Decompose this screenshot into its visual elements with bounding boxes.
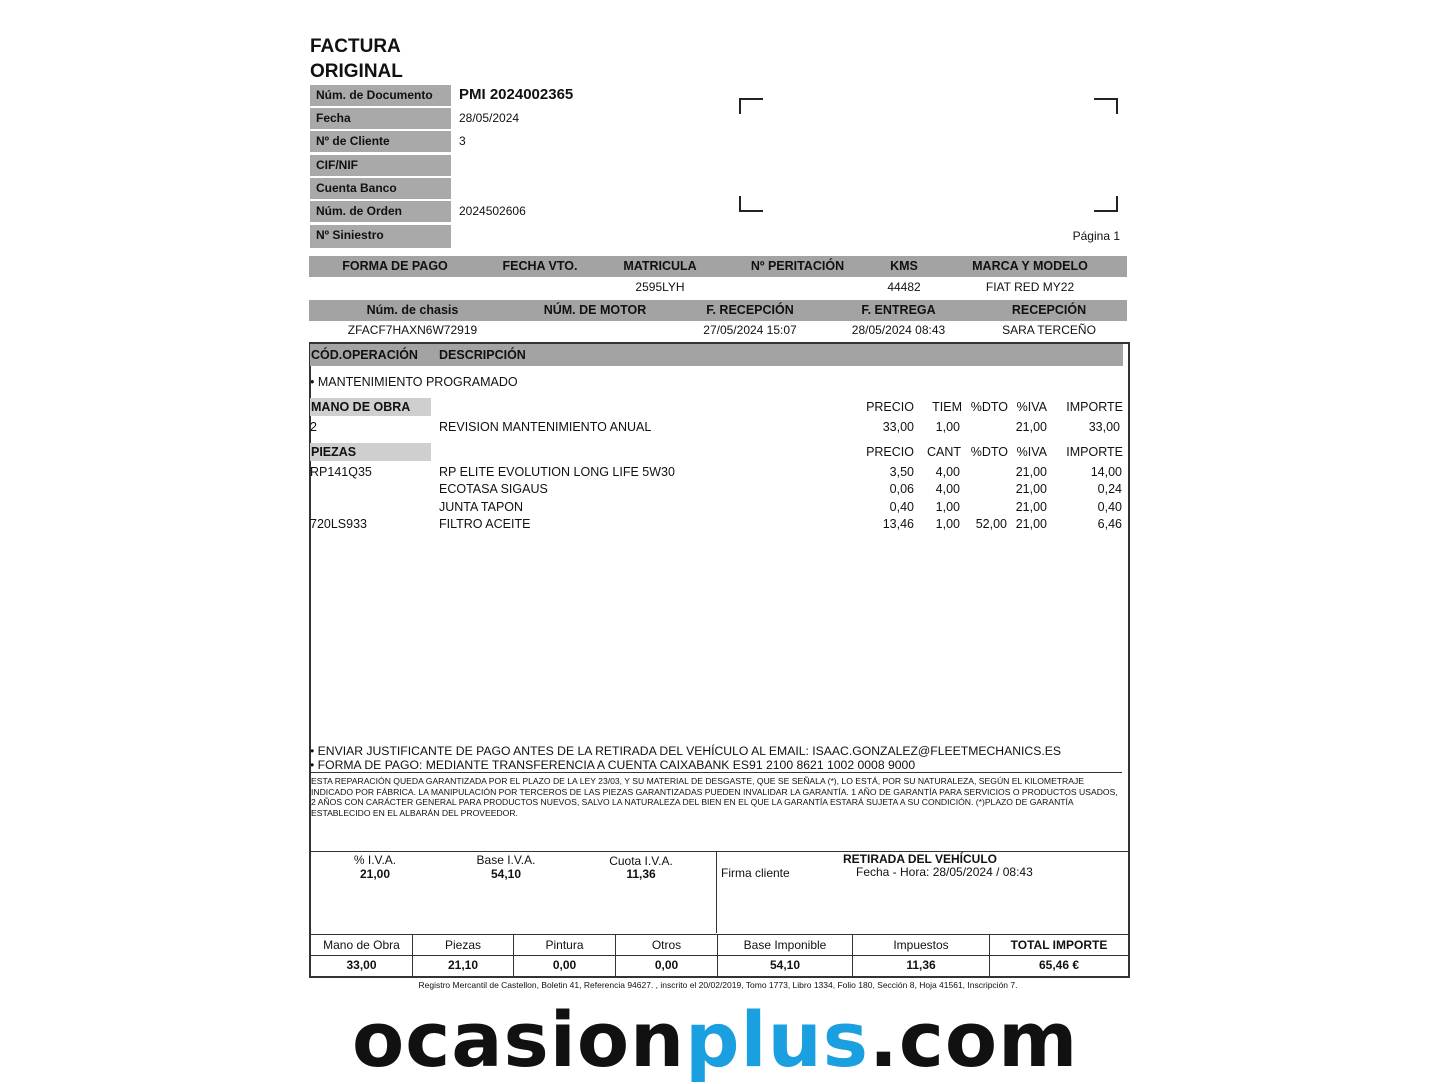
field-value-orden: 2024502606: [459, 204, 526, 218]
total-base-imponible: 54,10: [769, 958, 801, 972]
total-header: Mano de Obra: [323, 938, 400, 952]
total-header: Otros: [651, 938, 682, 952]
logo-part1: ocasion: [352, 995, 686, 1084]
parts-section-title: PIEZAS: [311, 445, 357, 459]
address-corner-tl: [739, 98, 763, 114]
total-header: Impuestos: [893, 938, 949, 952]
field-label-documento: Núm. de Documento: [310, 85, 451, 106]
parts-col-precio: PRECIO: [866, 445, 914, 459]
val-f-entrega: 28/05/2024 08:43: [851, 323, 946, 337]
parts-col-dto: %DTO: [970, 445, 1008, 459]
iva-base-value: 54,10: [490, 867, 522, 881]
labor-row-desc: REVISION MANTENIMIENTO ANUAL: [439, 420, 652, 434]
parts-row-desc: RP ELITE EVOLUTION LONG LIFE 5W30: [439, 465, 675, 479]
logo-part3: .com: [868, 995, 1079, 1084]
address-corner-br: [1094, 196, 1118, 212]
note-payment-method: • FORMA DE PAGO: MEDIANTE TRANSFERENCIA A CUENTA CAIXABANK ES91 2100 8621 1002 0008 9000: [310, 758, 916, 772]
field-label-cliente: Nº de Cliente: [310, 131, 451, 152]
parts-row-precio: 0,06: [889, 482, 914, 496]
field-label-cif: CIF/NIF: [310, 155, 451, 176]
parts-row-iva: 21,00: [1015, 500, 1047, 514]
labor-row-importe: 33,00: [1088, 420, 1120, 434]
parts-row-importe: 0,24: [1097, 482, 1122, 496]
iva-base-label: Base I.V.A.: [476, 853, 536, 867]
parts-row-cant: 4,00: [935, 482, 960, 496]
col-forma-pago: FORMA DE PAGO: [342, 259, 448, 273]
parts-row-dto: 52,00: [975, 517, 1007, 531]
title-line1: FACTURA: [310, 36, 401, 57]
firma-cliente: Firma cliente: [721, 866, 790, 880]
val-matricula: 2595LYH: [635, 280, 685, 294]
parts-row-code: RP141Q35: [310, 465, 372, 479]
col-f-entrega: F. ENTREGA: [861, 303, 936, 317]
page-number: Página 1: [1072, 229, 1120, 243]
parts-row-desc: FILTRO ACEITE: [439, 517, 531, 531]
total-header: Pintura: [545, 938, 584, 952]
val-marca-modelo: FIAT RED MY22: [985, 280, 1075, 294]
retirada-title: RETIRADA DEL VEHÍCULO: [842, 852, 997, 866]
parts-row-precio: 13,46: [882, 517, 914, 531]
logo-part2: plus: [685, 995, 869, 1084]
field-value-documento: PMI 2024002365: [459, 86, 574, 103]
total-mano-obra: 33,00: [346, 958, 377, 972]
col-cod-operacion: CÓD.OPERACIÓN: [311, 348, 418, 362]
labor-col-precio: PRECIO: [866, 400, 914, 414]
total-importe: 65,46 €: [1038, 958, 1080, 972]
col-chasis: Núm. de chasis: [366, 303, 459, 317]
note-payment-proof: • ENVIAR JUSTIFICANTE DE PAGO ANTES DE LA RETIRADA DEL VEHÍCULO AL EMAIL: ISAAC.GONZALEZ@FLEETMECHANICS.ES: [310, 744, 1061, 758]
parts-row-importe: 0,40: [1097, 500, 1122, 514]
col-matricula: MATRICULA: [623, 259, 697, 273]
field-value-cliente: 3: [459, 134, 466, 148]
total-piezas: 21,10: [447, 958, 479, 972]
ocasionplus-logo: [352, 995, 1079, 1084]
totals-divider-top: [310, 934, 1128, 935]
total-header: TOTAL IMPORTE: [1010, 938, 1108, 952]
labor-col-importe: IMPORTE: [1066, 400, 1123, 414]
labor-col-tiem: TIEM: [932, 400, 962, 414]
col-motor: NÚM. DE MOTOR: [543, 303, 647, 317]
labor-row-iva: 21,00: [1015, 420, 1047, 434]
total-header: Base Imponible: [743, 938, 827, 952]
parts-row-importe: 6,46: [1097, 517, 1122, 531]
iva-pct-value: 21,00: [359, 867, 391, 881]
title-line2: ORIGINAL: [310, 61, 403, 82]
val-recepcion: SARA TERCEÑO: [1002, 323, 1096, 337]
parts-row-code: 720LS933: [310, 517, 368, 531]
iva-cuota-label: Cuota I.V.A.: [609, 854, 673, 868]
parts-row-precio: 0,40: [889, 500, 914, 514]
operation-group: • MANTENIMIENTO PROGRAMADO: [310, 375, 518, 389]
col-recepcion: RECEPCIÓN: [1011, 303, 1087, 317]
field-label-orden: Núm. de Orden: [310, 201, 451, 222]
total-pintura: 0,00: [552, 958, 577, 972]
address-corner-bl: [739, 196, 763, 212]
notes-divider: [310, 772, 1122, 773]
total-otros: 0,00: [654, 958, 679, 972]
iva-cuota-value: 11,36: [626, 867, 656, 881]
field-label-siniestro: Nº Siniestro: [310, 225, 451, 248]
col-fecha-vto: FECHA VTO.: [502, 259, 578, 273]
labor-col-dto: %DTO: [970, 400, 1008, 414]
footer-divider-mid: [716, 852, 717, 933]
parts-row-cant: 4,00: [935, 465, 960, 479]
labor-row-code: 2: [310, 420, 317, 434]
labor-section-title: MANO DE OBRA: [311, 400, 411, 414]
parts-row-desc: ECOTASA SIGAUS: [439, 482, 548, 496]
address-corner-tr: [1094, 98, 1118, 114]
parts-col-importe: IMPORTE: [1066, 445, 1123, 459]
col-f-recepcion: F. RECEPCIÓN: [706, 303, 794, 317]
parts-row-iva: 21,00: [1015, 517, 1047, 531]
operations-box: [309, 342, 1130, 978]
parts-col-iva: %IVA: [1016, 445, 1047, 459]
parts-row-desc: JUNTA TAPON: [439, 500, 524, 514]
parts-row-iva: 21,00: [1015, 465, 1047, 479]
col-descripcion: DESCRIPCIÓN: [439, 348, 526, 362]
operations-header-bar: [310, 344, 1123, 366]
registro-mercantil: Registro Mercantil de Castellon, Boletin 41, Referencia 94627. , inscrito el 20/02/2019, Tomo 1773, Libro 1334, Folio 180, Sección 8, Hoja 41561, Inscripción 7.: [418, 980, 1018, 990]
labor-col-iva: %IVA: [1016, 400, 1047, 414]
iva-pct-label: % I.V.A.: [353, 853, 397, 867]
val-chasis: ZFACF7HAXN6W72919: [347, 323, 478, 337]
parts-col-cant: CANT: [926, 445, 961, 459]
parts-row-iva: 21,00: [1015, 482, 1047, 496]
val-kms: 44482: [887, 280, 921, 294]
field-label-fecha: Fecha: [310, 108, 451, 129]
guarantee-text: ESTA REPARACIÓN QUEDA GARANTIZADA POR EL PLAZO DE LA LEY 23/03, Y SU MATERIAL DE DESGASTE, QUE SE SEÑALA (*), LO ESTÁ, POR SU NATURALEZA, SEGÚN EL KILOMETRAJE INDICADO POR FÁBRICA. LA MANIPULACIÓN POR TERCEROS DE LAS PIEZAS GARANTIZADAS PUEDEN INVALIDAR LA GARANTÍA. 1 AÑO DE GARANTÍA PARA SERVICIOS O PRODUCTOS USADOS, 2 AÑOS CON CARÁCTER GENERAL PARA PRODUCTOS NUEVOS, SALVO LA NATURALEZA DEL BIEN EN EL QUE LA GARANTÍA ESTARÁ SUJETA A SU CONDICIÓN. (*)PLAZO DE GARANTÍA ESTABLECIDO EN EL ALBARÁN DEL PROVEEDOR.: [311, 776, 1118, 818]
parts-row-importe: 14,00: [1090, 465, 1122, 479]
labor-row-precio: 33,00: [882, 420, 914, 434]
parts-row-cant: 1,00: [935, 517, 960, 531]
col-peritacion: Nº PERITACIÓN: [750, 259, 845, 273]
total-impuestos: 11,36: [906, 958, 936, 972]
field-value-fecha: 28/05/2024: [459, 111, 520, 125]
parts-row-precio: 3,50: [889, 465, 914, 479]
col-kms: KMS: [890, 259, 918, 273]
labor-row-cant: 1,00: [935, 420, 960, 434]
invoice-title: [310, 34, 403, 84]
parts-row-cant: 1,00: [935, 500, 960, 514]
col-marca-modelo: MARCA Y MODELO: [972, 259, 1088, 273]
totals-divider-mid: [310, 955, 1128, 956]
total-header: Piezas: [444, 938, 482, 952]
val-f-recepcion: 27/05/2024 15:07: [703, 323, 797, 337]
field-label-cuenta: Cuenta Banco: [310, 178, 451, 199]
retirada-fecha: Fecha - Hora: 28/05/2024 / 08:43: [856, 865, 1033, 879]
